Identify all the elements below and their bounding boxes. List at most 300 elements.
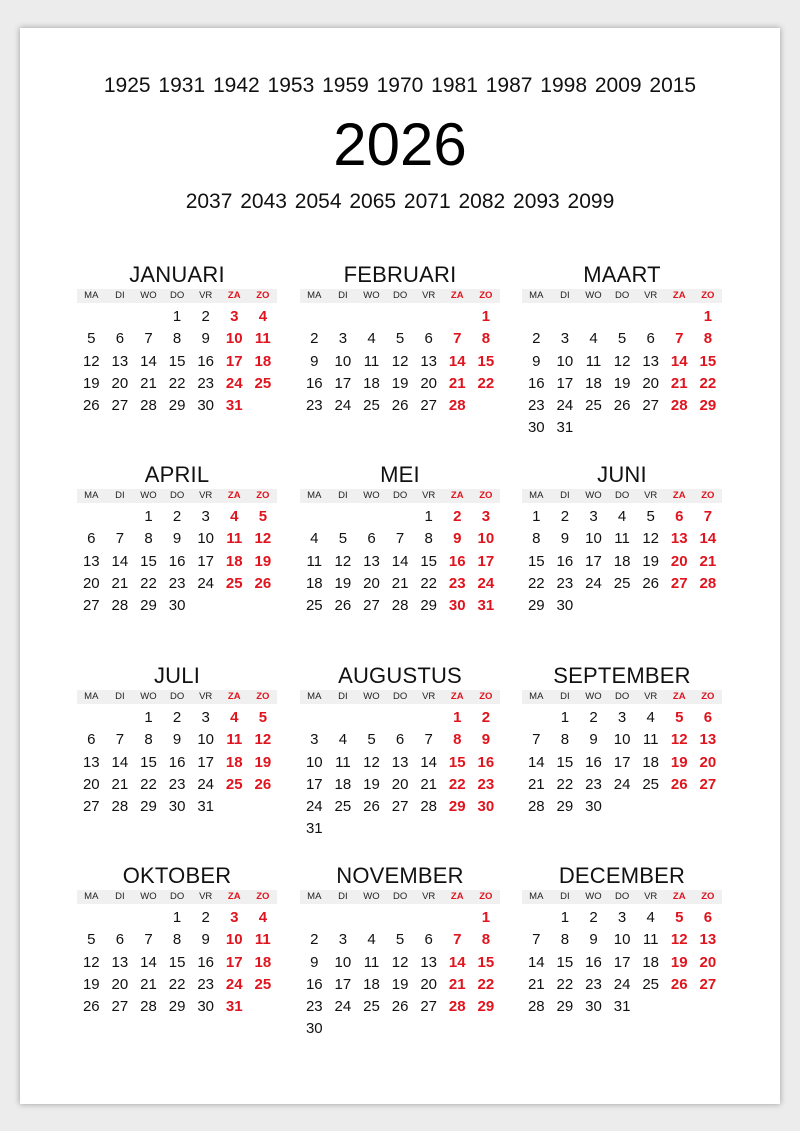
matching-years-top: 1925 1931 1942 1953 1959 1970 1981 1987 1998 2009 2015 xyxy=(103,74,697,97)
weekday-label: ZO xyxy=(701,891,715,902)
day-cell: 7 xyxy=(453,330,462,348)
weekday-label: MA xyxy=(529,891,544,902)
day-cell: 16 xyxy=(585,753,602,771)
day-cell: 27 xyxy=(699,975,717,993)
weekday-label: ZA xyxy=(227,691,241,702)
day-cell: 3 xyxy=(560,330,570,348)
day-cell: 4 xyxy=(646,709,655,726)
weekday-header xyxy=(77,489,277,503)
weekday-header xyxy=(300,289,500,303)
day-cell: 29 xyxy=(477,998,495,1016)
day-cell: 8 xyxy=(172,931,182,949)
month-title: APRIL xyxy=(144,462,210,487)
day-cell: 13 xyxy=(420,352,438,370)
day-cell: 7 xyxy=(395,530,405,548)
weekday-label: DO xyxy=(392,290,408,301)
day-cell: 8 xyxy=(481,931,491,949)
day-cell: 21 xyxy=(420,775,438,793)
weekday-label: ZO xyxy=(701,290,715,301)
day-cell: 4 xyxy=(367,931,376,949)
day-cell: 1 xyxy=(144,508,153,525)
day-cell: 2 xyxy=(481,709,491,726)
day-cell: 21 xyxy=(527,975,545,993)
day-cell: 25 xyxy=(642,775,660,793)
day-cell: 17 xyxy=(197,753,215,771)
empty-cell xyxy=(329,506,358,528)
day-cell: 2 xyxy=(453,508,462,525)
day-cell: 28 xyxy=(699,574,717,592)
day-cell: 1 xyxy=(424,508,433,525)
day-cell: 16 xyxy=(448,552,466,570)
weekday-label: WO xyxy=(140,691,157,702)
day-cell: 31 xyxy=(556,419,574,437)
day-cell: 10 xyxy=(197,530,215,548)
weekday-label: VR xyxy=(644,691,658,702)
empty-cell xyxy=(579,306,608,328)
day-cell: 15 xyxy=(556,753,574,771)
weekday-label: DO xyxy=(614,891,630,902)
day-cell: 1 xyxy=(453,709,462,726)
weekday-label: VR xyxy=(199,891,213,902)
day-cell: 4 xyxy=(230,709,239,726)
empty-cell xyxy=(414,707,443,729)
weekday-label: ZO xyxy=(479,290,493,301)
day-cell: 3 xyxy=(617,709,627,726)
day-cell: 1 xyxy=(532,508,541,525)
day-cell: 21 xyxy=(111,775,129,793)
month-title: JUNI xyxy=(597,462,647,487)
weekday-label: VR xyxy=(199,490,213,501)
day-cell: 25 xyxy=(363,998,380,1016)
day-cell: 14 xyxy=(111,753,129,771)
day-cell: 5 xyxy=(87,931,96,949)
empty-cell xyxy=(522,707,551,729)
day-cell: 13 xyxy=(699,731,717,749)
day-cell: 12 xyxy=(613,352,631,370)
weekday-label: DO xyxy=(392,891,408,902)
weekday-label: ZO xyxy=(256,490,270,501)
day-cell: 2 xyxy=(201,909,210,926)
day-cell: 8 xyxy=(560,931,570,949)
day-cell: 1 xyxy=(144,709,153,726)
weekday-label: ZA xyxy=(227,490,241,501)
day-cell: 17 xyxy=(197,552,215,570)
day-cell: 9 xyxy=(589,731,598,749)
day-cell: 17 xyxy=(556,374,574,392)
day-cell: 8 xyxy=(703,330,713,348)
day-cell: 21 xyxy=(448,374,466,392)
day-cell: 25 xyxy=(334,798,352,816)
empty-cell xyxy=(329,306,358,328)
day-cell: 24 xyxy=(197,775,215,793)
day-cell: 19 xyxy=(613,374,631,392)
day-cell: 11 xyxy=(254,330,271,348)
day-cell: 30 xyxy=(197,397,215,415)
day-cell: 10 xyxy=(225,931,243,949)
weekday-header xyxy=(77,690,277,704)
weekday-label: MA xyxy=(84,290,99,301)
day-cell: 29 xyxy=(140,597,157,615)
day-cell: 1 xyxy=(481,909,491,926)
day-cell: 19 xyxy=(254,552,272,570)
weekday-header xyxy=(77,890,277,904)
day-cell: 15 xyxy=(168,352,186,370)
day-cell: 20 xyxy=(699,953,717,971)
weekday-label: DO xyxy=(392,490,408,501)
month-title: NOVEMBER xyxy=(336,863,464,888)
day-cell: 23 xyxy=(448,574,466,592)
day-cell: 6 xyxy=(675,508,684,525)
day-cell: 30 xyxy=(305,1020,323,1038)
weekday-label: WO xyxy=(585,490,602,501)
weekday-label: WO xyxy=(585,290,602,301)
day-cell: 12 xyxy=(82,352,100,370)
day-cell: 9 xyxy=(453,530,462,548)
day-cell: 19 xyxy=(363,775,380,793)
empty-cell xyxy=(608,306,637,328)
day-cell: 9 xyxy=(560,530,570,548)
day-cell: 26 xyxy=(670,975,688,993)
day-cell: 29 xyxy=(448,798,466,816)
day-cell: 11 xyxy=(642,731,659,749)
day-cell: 18 xyxy=(225,753,243,771)
day-cell: 20 xyxy=(111,975,129,993)
day-cell: 28 xyxy=(111,798,129,816)
day-cell: 27 xyxy=(699,775,717,793)
month-title: MAART xyxy=(583,262,661,287)
day-cell: 9 xyxy=(589,931,598,949)
day-cell: 17 xyxy=(613,753,631,771)
weekday-label: VR xyxy=(199,290,213,301)
weekday-header xyxy=(522,690,722,704)
day-cell: 7 xyxy=(532,731,541,749)
day-cell: 6 xyxy=(424,330,433,348)
day-cell: 16 xyxy=(305,374,323,392)
month-december xyxy=(522,863,722,1018)
weekday-label: DI xyxy=(560,691,570,702)
days-grid xyxy=(522,907,722,1018)
day-cell: 29 xyxy=(168,397,186,415)
weekday-label: ZA xyxy=(450,891,464,902)
weekday-label: MA xyxy=(307,290,322,301)
weekday-label: DI xyxy=(115,290,125,301)
day-cell: 1 xyxy=(481,308,491,325)
day-cell: 2 xyxy=(560,508,570,525)
day-cell: 8 xyxy=(532,530,541,548)
month-juli xyxy=(77,663,277,818)
day-cell: 12 xyxy=(363,753,380,771)
weekday-label: DI xyxy=(560,891,570,902)
days-grid xyxy=(77,306,277,417)
weekday-label: ZA xyxy=(227,290,241,301)
weekday-label: ZA xyxy=(672,490,686,501)
month-november xyxy=(300,863,500,1041)
day-cell: 2 xyxy=(172,508,182,525)
empty-cell xyxy=(386,907,415,929)
day-cell: 23 xyxy=(585,975,602,993)
weekday-header xyxy=(522,890,722,904)
day-cell: 3 xyxy=(589,508,598,525)
day-cell: 27 xyxy=(391,798,409,816)
day-cell: 24 xyxy=(613,775,631,793)
day-cell: 7 xyxy=(703,508,713,525)
weekday-label: WO xyxy=(363,490,380,501)
day-cell: 24 xyxy=(556,397,574,415)
day-cell: 30 xyxy=(585,998,602,1016)
month-mei xyxy=(300,462,500,617)
day-cell: 9 xyxy=(310,352,319,370)
day-cell: 8 xyxy=(424,530,433,548)
day-cell: 10 xyxy=(334,953,352,971)
day-cell: 19 xyxy=(391,975,409,993)
day-cell: 22 xyxy=(140,775,157,793)
day-cell: 21 xyxy=(670,374,688,392)
weekday-label: VR xyxy=(422,290,436,301)
day-cell: 16 xyxy=(527,374,545,392)
day-cell: 18 xyxy=(642,753,660,771)
day-cell: 18 xyxy=(642,953,660,971)
empty-cell xyxy=(77,707,106,729)
day-cell: 12 xyxy=(334,552,352,570)
day-cell: 20 xyxy=(420,374,438,392)
day-cell: 23 xyxy=(305,397,323,415)
day-cell: 10 xyxy=(477,530,495,548)
day-cell: 6 xyxy=(87,731,96,749)
day-cell: 5 xyxy=(258,709,268,726)
empty-cell xyxy=(77,306,106,328)
weekday-label: VR xyxy=(422,490,436,501)
day-cell: 22 xyxy=(556,975,574,993)
day-cell: 7 xyxy=(532,931,541,949)
day-cell: 13 xyxy=(82,753,100,771)
weekday-label: WO xyxy=(585,691,602,702)
month-title: DECEMBER xyxy=(558,863,686,888)
weekday-label: VR xyxy=(644,891,658,902)
day-cell: 4 xyxy=(310,530,319,548)
weekday-label: MA xyxy=(307,891,322,902)
weekday-label: MA xyxy=(529,691,544,702)
day-cell: 17 xyxy=(334,975,352,993)
day-cell: 19 xyxy=(334,574,352,592)
day-cell: 7 xyxy=(144,330,153,348)
weekday-label: VR xyxy=(422,891,436,902)
weekday-label: WO xyxy=(140,290,157,301)
day-cell: 5 xyxy=(395,931,405,949)
empty-cell xyxy=(414,306,443,328)
days-grid xyxy=(77,506,277,617)
day-cell: 24 xyxy=(225,975,243,993)
month-oktober xyxy=(77,863,277,1018)
day-cell: 20 xyxy=(670,552,688,570)
day-cell: 26 xyxy=(391,397,409,415)
weekday-label: VR xyxy=(199,691,213,702)
day-cell: 28 xyxy=(527,998,545,1016)
day-cell: 21 xyxy=(527,775,545,793)
day-cell: 9 xyxy=(310,953,319,971)
day-cell: 11 xyxy=(226,530,243,548)
empty-cell xyxy=(300,907,329,929)
weekday-header xyxy=(300,690,500,704)
day-cell: 11 xyxy=(614,530,630,548)
day-cell: 15 xyxy=(477,352,495,370)
day-cell: 29 xyxy=(168,998,186,1016)
weekday-label: DI xyxy=(338,490,348,501)
day-cell: 12 xyxy=(670,731,688,749)
day-cell: 2 xyxy=(172,709,182,726)
day-cell: 10 xyxy=(585,530,602,548)
day-cell: 22 xyxy=(168,374,186,392)
day-cell: 7 xyxy=(115,530,125,548)
day-cell: 14 xyxy=(140,352,157,370)
day-cell: 24 xyxy=(225,374,243,392)
day-cell: 10 xyxy=(613,931,631,949)
day-cell: 19 xyxy=(82,975,100,993)
day-cell: 5 xyxy=(338,530,348,548)
empty-cell xyxy=(329,907,358,929)
day-cell: 2 xyxy=(589,709,598,726)
weekday-label: DI xyxy=(115,891,125,902)
month-title: JANUARI xyxy=(129,262,225,287)
day-cell: 31 xyxy=(477,597,495,615)
day-cell: 6 xyxy=(87,530,96,548)
empty-cell xyxy=(443,907,472,929)
weekday-label: DO xyxy=(614,490,630,501)
weekday-label: DO xyxy=(614,691,630,702)
day-cell: 13 xyxy=(420,953,438,971)
day-cell: 9 xyxy=(481,731,491,749)
weekday-header xyxy=(77,289,277,303)
day-cell: 22 xyxy=(168,975,186,993)
day-cell: 4 xyxy=(646,909,655,926)
day-cell: 18 xyxy=(613,552,631,570)
day-cell: 17 xyxy=(225,953,243,971)
month-april xyxy=(77,462,277,617)
day-cell: 20 xyxy=(111,374,129,392)
day-cell: 11 xyxy=(335,753,351,771)
day-cell: 28 xyxy=(448,397,466,415)
day-cell: 11 xyxy=(642,931,659,949)
day-cell: 21 xyxy=(111,574,129,592)
weekday-label: ZO xyxy=(479,691,493,702)
day-cell: 3 xyxy=(230,308,239,325)
day-cell: 13 xyxy=(111,352,129,370)
weekday-label: ZO xyxy=(701,691,715,702)
weekday-label: DO xyxy=(169,891,185,902)
day-cell: 26 xyxy=(254,574,272,592)
day-cell: 1 xyxy=(703,308,713,325)
day-cell: 17 xyxy=(334,374,352,392)
days-grid xyxy=(300,506,500,617)
day-cell: 16 xyxy=(585,953,602,971)
day-cell: 19 xyxy=(670,953,688,971)
day-cell: 16 xyxy=(197,953,215,971)
day-cell: 30 xyxy=(168,798,186,816)
day-cell: 26 xyxy=(254,775,272,793)
day-cell: 23 xyxy=(197,374,215,392)
weekday-label: WO xyxy=(585,891,602,902)
weekday-label: MA xyxy=(84,691,99,702)
days-grid xyxy=(522,707,722,818)
days-grid xyxy=(300,306,500,417)
day-cell: 15 xyxy=(420,552,438,570)
month-augustus xyxy=(300,663,500,841)
day-cell: 2 xyxy=(201,308,210,325)
day-cell: 21 xyxy=(140,374,157,392)
weekday-label: DO xyxy=(169,691,185,702)
day-cell: 20 xyxy=(82,775,100,793)
day-cell: 28 xyxy=(420,798,438,816)
day-cell: 15 xyxy=(140,552,157,570)
empty-cell xyxy=(386,506,415,528)
matching-years-bottom: 2037 2043 2054 2065 2071 2082 2093 2099 xyxy=(185,190,615,213)
day-cell: 26 xyxy=(391,998,409,1016)
day-cell: 9 xyxy=(201,931,210,949)
day-cell: 2 xyxy=(310,330,319,348)
day-cell: 12 xyxy=(254,530,272,548)
day-cell: 17 xyxy=(613,953,631,971)
day-cell: 15 xyxy=(556,953,574,971)
weekday-label: MA xyxy=(529,490,544,501)
day-cell: 28 xyxy=(391,597,409,615)
empty-cell xyxy=(386,306,415,328)
empty-cell xyxy=(636,306,665,328)
day-cell: 14 xyxy=(527,753,545,771)
day-cell: 23 xyxy=(556,574,574,592)
day-cell: 26 xyxy=(642,574,660,592)
day-cell: 6 xyxy=(395,731,405,749)
weekday-header xyxy=(522,289,722,303)
day-cell: 4 xyxy=(589,330,598,348)
day-cell: 15 xyxy=(527,552,545,570)
day-cell: 22 xyxy=(448,775,466,793)
empty-cell xyxy=(106,907,135,929)
day-cell: 24 xyxy=(477,574,495,592)
day-cell: 12 xyxy=(670,931,688,949)
day-cell: 28 xyxy=(111,597,129,615)
day-cell: 3 xyxy=(481,508,491,525)
day-cell: 25 xyxy=(363,397,380,415)
weekday-label: ZO xyxy=(256,691,270,702)
day-cell: 13 xyxy=(642,352,660,370)
empty-cell xyxy=(665,306,694,328)
weekday-label: DO xyxy=(614,290,630,301)
weekday-label: MA xyxy=(84,490,99,501)
empty-cell xyxy=(414,907,443,929)
day-cell: 18 xyxy=(305,574,323,592)
day-cell: 18 xyxy=(585,374,602,392)
day-cell: 23 xyxy=(168,574,186,592)
day-cell: 14 xyxy=(670,352,688,370)
empty-cell xyxy=(77,907,106,929)
day-cell: 22 xyxy=(420,574,438,592)
day-cell: 17 xyxy=(305,775,323,793)
day-cell: 20 xyxy=(391,775,409,793)
day-cell: 25 xyxy=(642,975,660,993)
day-cell: 28 xyxy=(140,998,157,1016)
empty-cell xyxy=(551,306,580,328)
day-cell: 20 xyxy=(82,574,100,592)
day-cell: 6 xyxy=(115,931,125,949)
weekday-label: ZO xyxy=(479,490,493,501)
day-cell: 30 xyxy=(585,798,602,816)
empty-cell xyxy=(357,506,386,528)
day-cell: 4 xyxy=(258,308,268,325)
day-cell: 25 xyxy=(254,975,272,993)
month-title: SEPTEMBER xyxy=(553,663,691,688)
day-cell: 10 xyxy=(556,352,574,370)
day-cell: 17 xyxy=(225,352,243,370)
day-cell: 30 xyxy=(448,597,466,615)
